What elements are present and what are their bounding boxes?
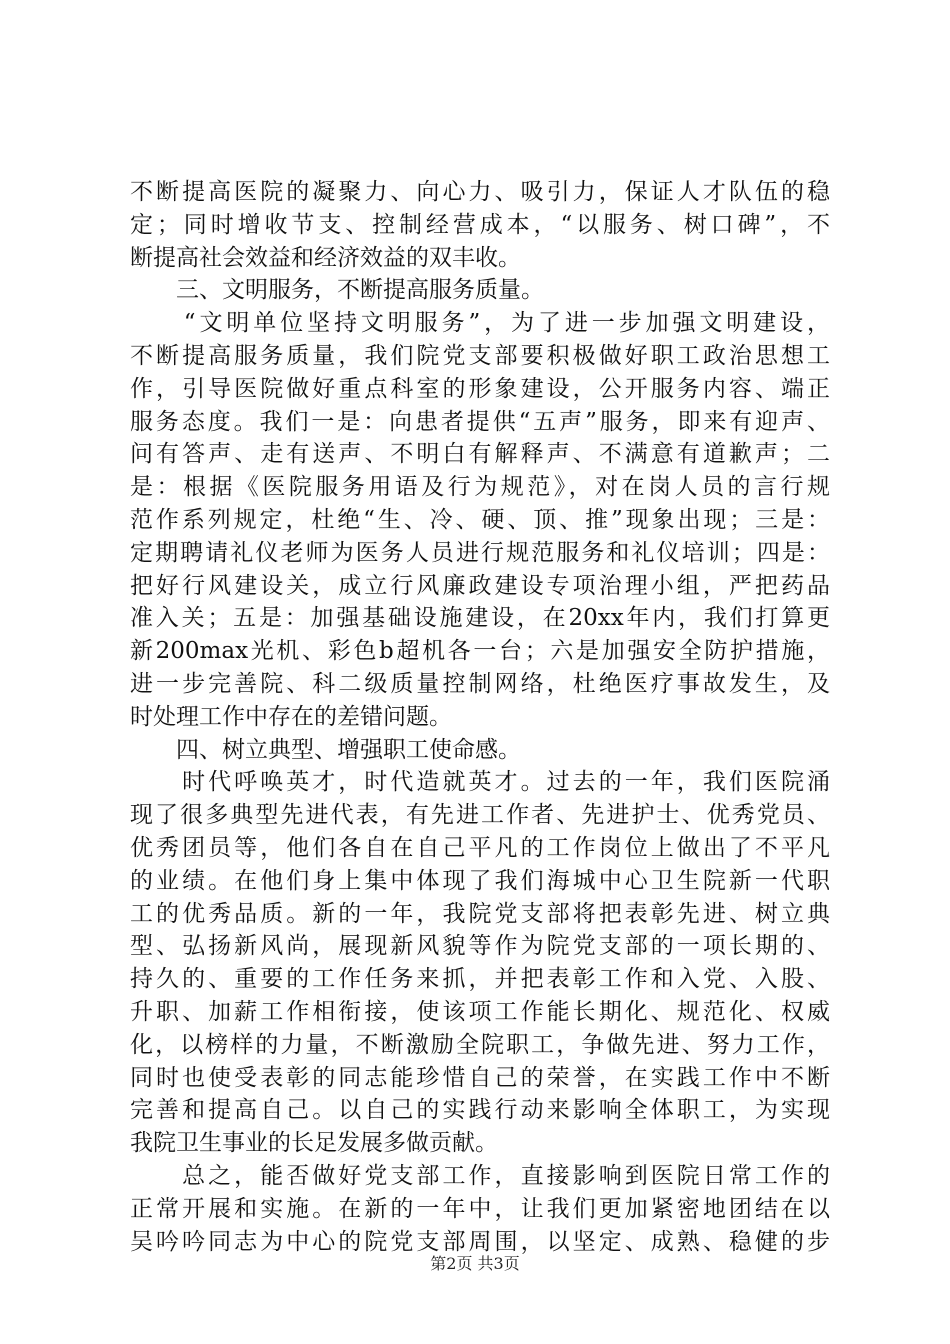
text-line: 作，引导医院做好重点科室的形象建设，公开服务内容、端正 (130, 375, 830, 402)
text-line: 是：根据《医院服务用语及行为规范》，对在岗人员的言行规 (130, 474, 830, 501)
section-heading: 四、树立典型、增强职工使命感。 (130, 736, 521, 763)
text-line: 新200max光机、彩色b超机各一台；六是加强安全防护措施， (130, 638, 830, 665)
text-line: 断提高社会效益和经济效益的双丰收。 (130, 244, 521, 271)
text-line: 范作系列规定，杜绝“生、冷、硬、顶、推”现象出现；三是： (130, 506, 830, 533)
text-line: 问有答声、走有送声、不明白有解释声、不满意有道歉声；二 (130, 441, 830, 468)
text-line: 工的优秀品质。新的一年，我院党支部将把表彰先进、树立典 (130, 900, 830, 927)
text-line: 现了很多典型先进代表，有先进工作者、先进护士、优秀党员、 (130, 802, 830, 829)
text-line: 型、弘扬新风尚，展现新风貌等作为院党支部的一项长期的、 (130, 933, 830, 960)
text-line: 把好行风建设关，成立行风廉政建设专项治理小组，严把药品 (130, 572, 830, 599)
text-line: “文明单位坚持文明服务”，为了进一步加强文明建设， (130, 310, 830, 337)
text-line: 升职、加薪工作相衔接，使该项工作能长期化、规范化、权威 (130, 998, 830, 1025)
page-footer: 第2页 共3页 (430, 1254, 520, 1273)
text-line: 我院卫生事业的长足发展多做贡献。 (130, 1130, 498, 1157)
text-line: 优秀团员等，他们各自在自己平凡的工作岗位上做出了不平凡 (130, 834, 830, 861)
text-line: 总之，能否做好党支部工作，直接影响到医院日常工作的 (130, 1162, 830, 1189)
text-line: 进一步完善院、科二级质量控制网络，杜绝医疗事故发生，及 (130, 670, 830, 697)
text-line: 完善和提高自己。以自己的实践行动来影响全体职工，为实现 (130, 1097, 830, 1124)
text-line: 正常开展和实施。在新的一年中，让我们更加紧密地团结在以 (130, 1195, 830, 1222)
text-line: 不断提高医院的凝聚力、向心力、吸引力，保证人才队伍的稳 (130, 179, 830, 205)
text-line: 服务态度。我们一是：向患者提供“五声”服务，即来有迎声、 (130, 408, 830, 435)
text-line: 时代呼唤英才，时代造就英才。过去的一年，我们医院涌 (130, 769, 830, 796)
text-line: 持久的、重要的工作任务来抓，并把表彰工作和入党、入股、 (130, 966, 830, 993)
text-line: 定期聘请礼仪老师为医务人员进行规范服务和礼仪培训；四是： (130, 539, 830, 566)
text-line: 不断提高服务质量，我们院党支部要积极做好职工政治思想工 (130, 342, 830, 369)
section-heading: 三、文明服务，不断提高服务质量。 (130, 277, 544, 304)
body-text (130, 176, 830, 1258)
text-line: 吴吟吟同志为中心的院党支部周围，以坚定、成熟、稳健的步 (130, 1228, 830, 1255)
text-line: 定；同时增收节支、控制经营成本，“以服务、树口碑”，不 (130, 211, 830, 238)
text-line: 准入关；五是：加强基础设施建设，在20xx年内，我们打算更 (130, 605, 830, 632)
text-line: 同时也使受表彰的同志能珍惜自己的荣誉，在实践工作中不断 (130, 1064, 830, 1091)
text-line: 的业绩。在他们身上集中体现了我们海城中心卫生院新一代职 (130, 867, 830, 894)
text-line: 时处理工作中存在的差错问题。 (130, 703, 452, 730)
text-line: 化，以榜样的力量，不断激励全院职工，争做先进、努力工作， (130, 1031, 830, 1058)
